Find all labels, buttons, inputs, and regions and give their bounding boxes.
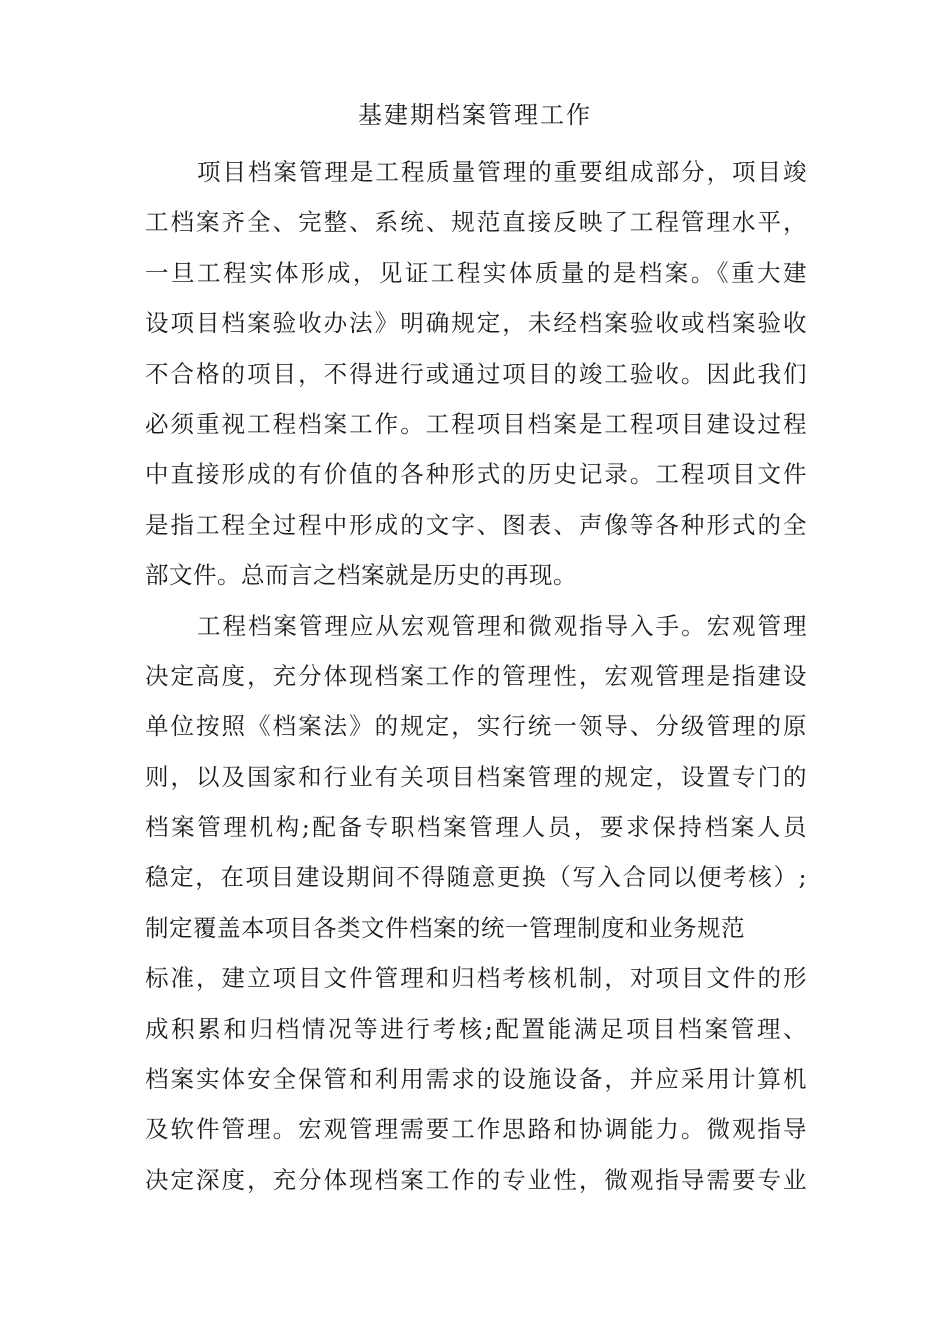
paragraph-line: 制定覆盖本项目各类文件档案的统一管理制度和业务规范 <box>145 913 745 942</box>
paragraph-line: 决定深度，充分体现档案工作的专业性，微观指导需要专业 <box>145 1165 807 1194</box>
paragraph-line: 及软件管理。宏观管理需要工作思路和协调能力。微观指导 <box>145 1115 807 1144</box>
paragraph-line: 档案管理机构;配备专职档案管理人员，要求保持档案人员 <box>145 813 807 842</box>
paragraph-2 <box>145 601 807 1206</box>
paragraph-line: 是指工程全过程中形成的文字、图表、声像等各种形式的全 <box>145 510 807 539</box>
paragraph-line: 则，以及国家和行业有关项目档案管理的规定，设置专门的 <box>145 762 807 791</box>
paragraph-line: 项目档案管理是工程质量管理的重要组成部分，项目竣 <box>197 158 807 186</box>
paragraph-line: 一旦工程实体形成，见证工程实体质量的是档案。《重大建 <box>145 258 807 287</box>
paragraph-line: 必须重视工程档案工作。工程项目档案是工程项目建设过程 <box>145 409 807 438</box>
paragraph-line: 中直接形成的有价值的各种形式的历史记录。工程项目文件 <box>145 460 807 489</box>
paragraph-line: 档案实体安全保管和利用需求的设施设备，并应采用计算机 <box>145 1065 807 1094</box>
document-title: 基建期档案管理工作 <box>358 101 592 129</box>
paragraph-line: 决定高度，充分体现档案工作的管理性，宏观管理是指建设 <box>145 661 807 690</box>
paragraph-line: 设项目档案验收办法》明确规定，未经档案验收或档案验收 <box>145 309 807 338</box>
paragraph-1 <box>145 147 807 601</box>
paragraph-line: 成积累和归档情况等进行考核;配置能满足项目档案管理、 <box>145 1014 807 1043</box>
paragraph-line: 工档案齐全、完整、系统、规范直接反映了工程管理水平， <box>145 208 807 237</box>
document-body <box>145 147 807 1205</box>
paragraph-line: 部文件。总而言之档案就是历史的再现。 <box>145 561 577 590</box>
paragraph-line: 标准，建立项目文件管理和归档考核机制，对项目文件的形 <box>145 964 807 993</box>
paragraph-line: 不合格的项目，不得进行或通过项目的竣工验收。因此我们 <box>145 359 807 388</box>
paragraph-line: 工程档案管理应从宏观管理和微观指导入手。宏观管理 <box>197 611 807 640</box>
paragraph-line: 单位按照《档案法》的规定，实行统一领导、分级管理的原 <box>145 712 807 741</box>
paragraph-line: 稳定，在项目建设期间不得随意更换（写入合同以便考核）; <box>145 863 807 892</box>
